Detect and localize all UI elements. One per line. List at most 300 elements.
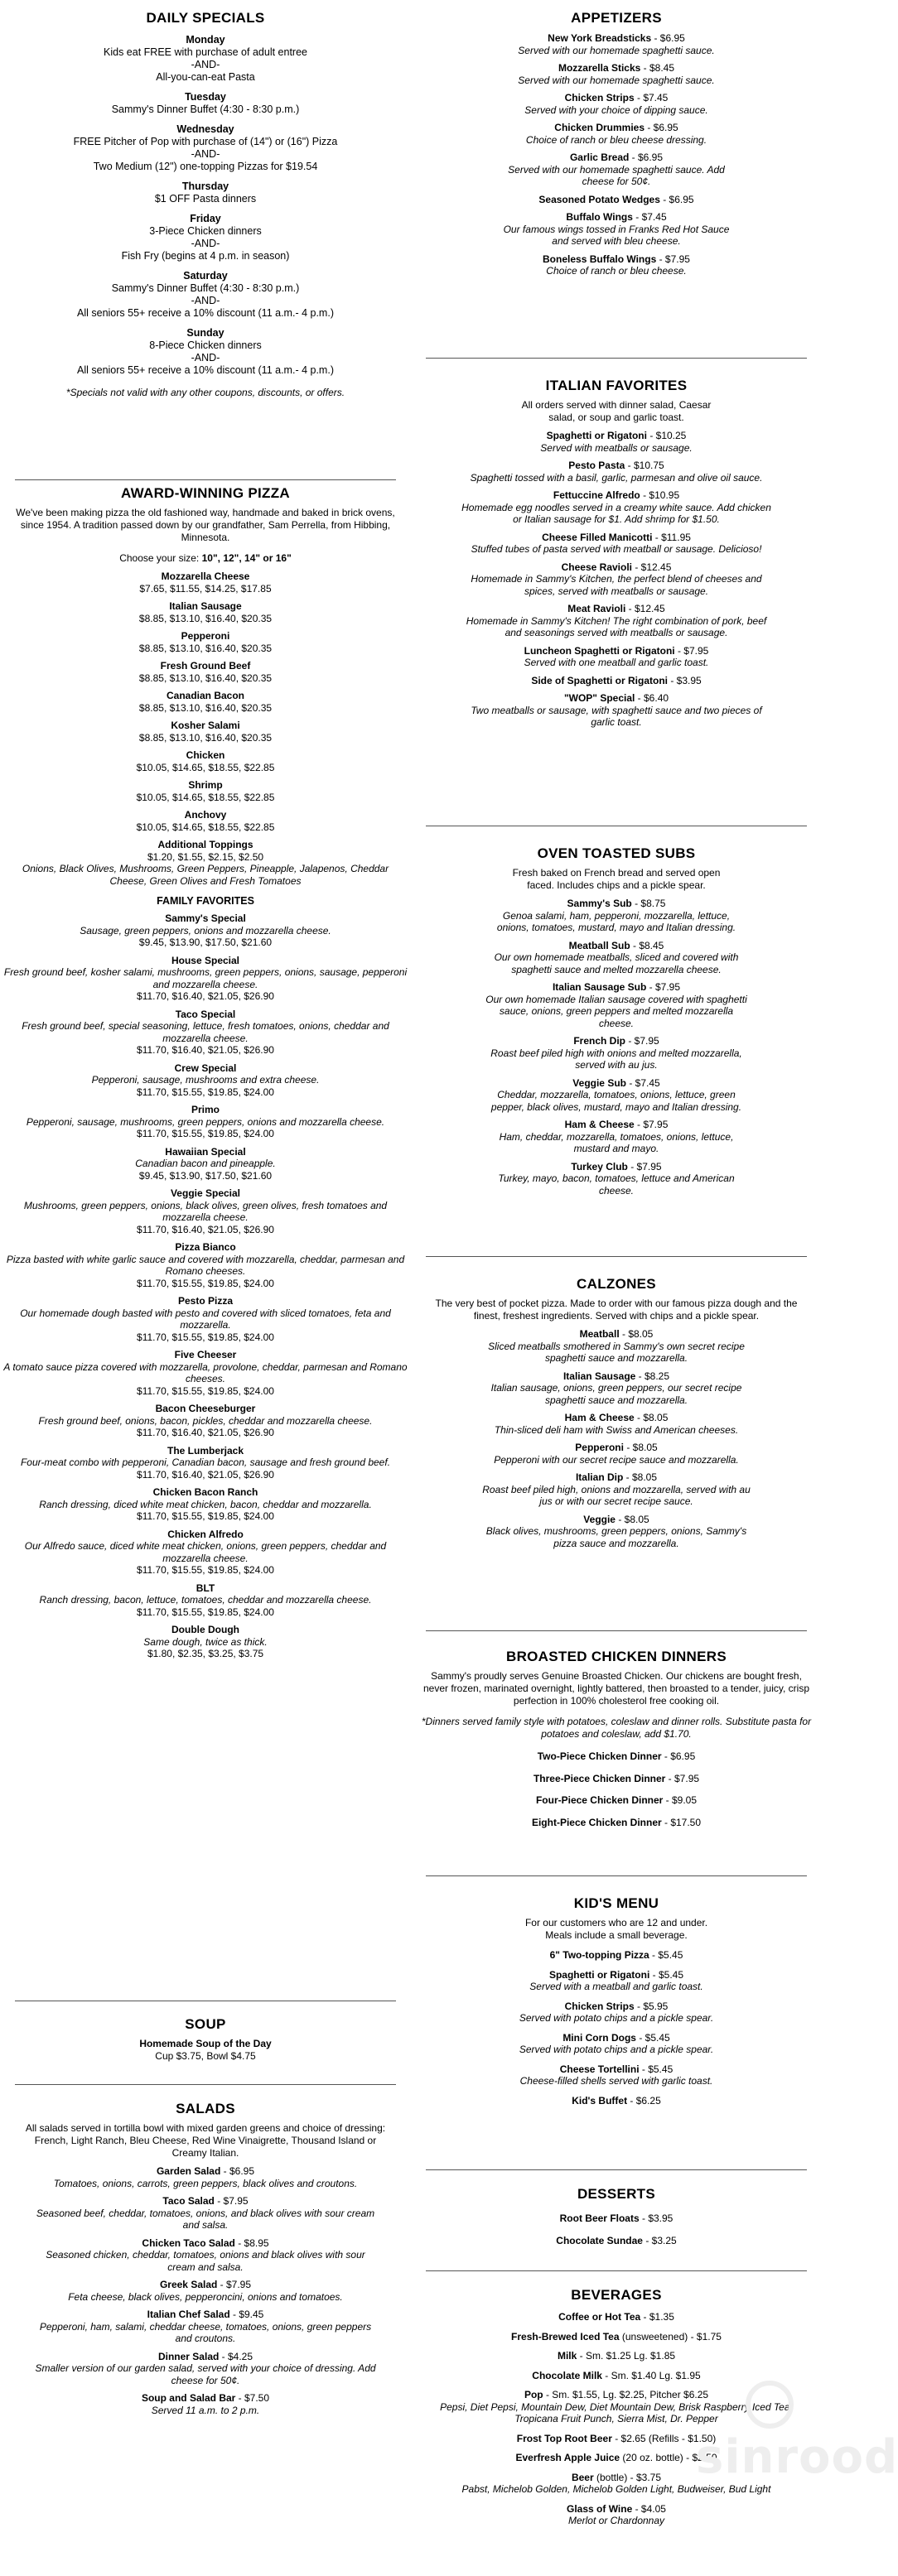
- item-heading: [0, 2351, 411, 2363]
- item-price: - $12.45: [625, 603, 665, 614]
- appetizer-item: [411, 32, 822, 56]
- item-name: Canadian Bacon: [166, 690, 245, 701]
- item-price: - $5.45: [635, 2031, 670, 2044]
- divider: [426, 2169, 807, 2170]
- item-prices: $8.85, $13.10, $16.40, $20.35: [138, 731, 273, 744]
- item-price: - $4.25: [219, 2350, 253, 2362]
- item-name: Mozzarella Cheese: [161, 571, 250, 582]
- appetizer-item: [411, 253, 822, 277]
- broasted-item: [411, 1750, 822, 1763]
- item-name: Kid's Buffet: [572, 2094, 628, 2107]
- italian-item: [411, 460, 822, 484]
- item-name: Chocolate Sundae: [556, 2234, 643, 2246]
- calzone-item: [411, 1514, 822, 1550]
- kids-item: [411, 1949, 822, 1962]
- calzones-list: [411, 1328, 822, 1549]
- item-name: Pizza Bianco: [175, 1241, 236, 1253]
- pizza-item: [0, 690, 411, 714]
- item-price: - $6.95: [659, 193, 694, 205]
- pizza-item: [0, 660, 411, 684]
- item-heading: [411, 898, 822, 910]
- item-name: Fresh Ground Beef: [160, 660, 251, 672]
- item-desc: Served with our homemade spaghetti sauce.: [518, 74, 715, 86]
- item-desc: Two meatballs or sausage, with spaghetti sauce and two pieces of garlic toast.: [471, 704, 762, 728]
- item-name: Cheese Tortellini: [559, 2063, 640, 2075]
- italian-item: [411, 430, 822, 454]
- item-price: - $6.40: [635, 692, 669, 704]
- broasted-item: [411, 1794, 822, 1807]
- item-name: "WOP" Special: [563, 692, 635, 704]
- item-name: Four-Piece Chicken Dinner: [535, 1794, 664, 1806]
- watermark: sinrood: [696, 2430, 898, 2484]
- favorite-pizza-item: [0, 1187, 411, 1235]
- item-name: Ham & Cheese: [564, 1119, 635, 1130]
- item-price: - Sm. $1.55, Lg. $2.25, Pitcher $6.25: [543, 2389, 709, 2400]
- italian-item: [411, 603, 822, 639]
- soup-name: Homemade Soup of the Day: [139, 2038, 272, 2049]
- beverage-item: [411, 2350, 822, 2362]
- item-price: - $1.35: [640, 2311, 674, 2323]
- item-name: Veggie Special: [170, 1187, 241, 1199]
- item-heading: [411, 2235, 822, 2247]
- item-heading: [411, 32, 822, 45]
- item-name: Spaghetti or Rigatoni: [546, 430, 647, 441]
- item-desc: Turkey, mayo, bacon, tomatoes, lettuce and American cheese.: [498, 1172, 735, 1197]
- item-desc: Ranch dressing, bacon, lettuce, tomatoes, cheddar and mozzarella cheese.: [39, 1594, 372, 1606]
- item-name: Pop: [524, 2389, 543, 2400]
- item-price: - $10.95: [640, 489, 680, 501]
- broasted-list: [411, 1750, 822, 1828]
- italian-item: [411, 561, 822, 598]
- sub-item: [411, 1077, 822, 1114]
- calzone-item: [411, 1471, 822, 1508]
- item-price: - $3.25: [642, 2234, 677, 2246]
- broasted-item: [411, 1817, 822, 1829]
- item-name: Italian Dip: [575, 1471, 624, 1483]
- item-desc: Ranch dressing, diced white meat chicken, bacon, cheddar and mozzarella.: [39, 1498, 372, 1510]
- beverage-item: [411, 2503, 822, 2527]
- item-name: Three-Piece Chicken Dinner: [533, 1772, 666, 1784]
- pizza-item: [0, 749, 411, 773]
- subs-intro: Fresh baked on French bread and served open faced. Includes chips and a pickle spear.: [512, 867, 721, 891]
- italian-item: [411, 692, 822, 729]
- item-name: Hawaiian Special: [165, 1145, 246, 1158]
- divider: [426, 2270, 807, 2271]
- item-name: Turkey Club: [571, 1160, 628, 1172]
- salad-item: [0, 2392, 411, 2416]
- sub-item: [411, 1119, 822, 1155]
- item-price: - $7.95: [634, 1119, 669, 1130]
- item-name: Meatball Sub: [568, 939, 630, 951]
- item-name: Sammy's Sub: [567, 898, 632, 909]
- item-heading: [411, 2311, 822, 2323]
- size-list: 10", 12", 14" or 16": [201, 552, 292, 564]
- item-price: - $4.05: [632, 2502, 666, 2515]
- item-desc: Served with your choice of dipping sauce.: [524, 104, 708, 116]
- item-price: - $8.05: [634, 1412, 669, 1423]
- item-prices: $11.70, $16.40, $21.05, $26.90: [137, 1223, 274, 1235]
- item-desc: Served with our homemade spaghetti sauce. Add cheese for 50¢.: [508, 163, 725, 187]
- item-price: - $6.95: [220, 2165, 255, 2177]
- item-price: - $9.05: [663, 1794, 698, 1806]
- item-name: Chicken Strips: [564, 92, 635, 104]
- desserts-section: [411, 2186, 822, 2246]
- calzones-section: [411, 1276, 822, 1549]
- beverage-item: [411, 2331, 822, 2343]
- item-desc: Served with our homemade spaghetti sauce.: [518, 44, 715, 56]
- item-desc: Served with a meatball and garlic toast.: [529, 1981, 703, 1992]
- kids-title: KID'S MENU: [573, 1895, 659, 1911]
- soup-title: SOUP: [185, 2016, 226, 2032]
- item-heading: [411, 603, 822, 615]
- specials-note: *Specials not valid with any other coupons, discounts, or offers.: [65, 387, 345, 398]
- item-name: Two-Piece Chicken Dinner: [537, 1750, 662, 1762]
- item-heading: [411, 675, 822, 687]
- item-name: Chicken Alfredo: [167, 1528, 244, 1540]
- item-heading: [411, 92, 822, 104]
- pizza-item: [0, 720, 411, 744]
- special-line: 8-Piece Chicken dinners: [149, 339, 262, 351]
- item-desc: Roast beef piled high, onions and mozzarella, served with au jus or with our secret recipe sauce.: [482, 1483, 751, 1507]
- salad-item: [0, 2309, 411, 2345]
- special-day: [0, 91, 411, 116]
- favorite-pizza-item: [0, 1146, 411, 1182]
- special-line: Two Medium (12") one-topping Pizzas for $19.54: [93, 161, 318, 172]
- broasted-intro: Sammy's proudly serves Genuine Broasted Chicken. Our chickens are bought fresh, never frozen, marinated overnight, lightly battered, then broasted to a tender, juicy, crisp perfection in 100% cholesterol free cooking oil.: [422, 1670, 810, 1707]
- item-desc: Homemade in Sammy's Kitchen, the perfect blend of cheeses and spices, served with meatballs or sausage.: [471, 573, 762, 597]
- desserts-title: DESSERTS: [577, 2186, 656, 2202]
- special-day: [0, 270, 411, 320]
- item-heading: [411, 1817, 822, 1829]
- calzone-item: [411, 1328, 822, 1365]
- favorite-pizza-item: [0, 955, 411, 1003]
- special-day-name: Tuesday: [185, 91, 226, 103]
- item-desc: Roast beef piled high with onions and melted mozzarella, served with au jus.: [490, 1047, 742, 1071]
- item-heading: [411, 460, 822, 472]
- item-desc: Pizza basted with white garlic sauce and covered with mozzarella, cheddar, parmesan and Romano cheeses.: [6, 1253, 405, 1277]
- subs-list: [411, 898, 822, 1197]
- item-price: - $7.45: [632, 211, 667, 223]
- divider: [426, 1875, 807, 1876]
- favorite-pizza-item: [0, 1582, 411, 1619]
- item-heading: [411, 2001, 822, 2013]
- item-prices: $9.45, $13.90, $17.50, $21.60: [138, 1169, 273, 1182]
- special-line: All seniors 55+ receive a 10% discount (11 a.m.- 4 p.m.): [77, 307, 334, 319]
- subs-section: [411, 845, 822, 1197]
- item-prices: $11.70, $15.55, $19.85, $24.00: [137, 1564, 274, 1576]
- item-desc: Thin-sliced deli ham with Swiss and American cheeses.: [494, 1423, 739, 1436]
- italian-intro: All orders served with dinner salad, Caesar salad, or soup and garlic toast.: [521, 399, 712, 423]
- divider: [15, 2084, 396, 2085]
- item-price: - $3.95: [639, 2212, 674, 2224]
- item-heading: [411, 981, 822, 994]
- item-heading: [411, 1161, 822, 1173]
- beverage-item: [411, 2370, 822, 2382]
- item-name: Dinner Salad: [157, 2350, 220, 2362]
- special-day: [0, 213, 411, 262]
- item-name: Garlic Bread: [569, 152, 630, 163]
- item-price: - $7.95: [214, 2195, 249, 2207]
- dessert-item: [411, 2212, 822, 2225]
- calzone-item: [411, 1442, 822, 1466]
- item-desc: Pepperoni, sausage, mushrooms, green peppers, onions and mozzarella cheese.: [26, 1115, 385, 1128]
- item-name: Everfresh Apple Juice: [515, 2452, 620, 2463]
- item-price: - $8.75: [631, 898, 666, 909]
- favorite-pizza-item: [0, 1486, 411, 1523]
- kids-item: [411, 2095, 822, 2107]
- item-heading: [411, 1370, 822, 1383]
- item-name: Cheese Ravioli: [561, 561, 632, 573]
- item-price: - $8.45: [630, 939, 664, 951]
- appetizers-section: [411, 10, 822, 277]
- item-heading: [0, 2237, 411, 2250]
- item-price: - $8.05: [623, 1471, 658, 1483]
- item-price: - $7.95: [674, 644, 709, 657]
- item-price: - $8.05: [623, 1442, 658, 1453]
- appetizer-item: [411, 152, 822, 188]
- item-name: BLT: [196, 1582, 215, 1594]
- item-price: - $3.95: [667, 674, 702, 686]
- item-desc: Pepperoni, sausage, mushrooms and extra cheese.: [91, 1074, 320, 1086]
- item-heading: [411, 692, 822, 705]
- toppings-prices: $1.20, $1.55, $2.15, $2.50: [147, 850, 264, 863]
- item-desc: Canadian bacon and pineapple.: [135, 1158, 276, 1169]
- salads-section: [0, 2101, 411, 2416]
- item-prices: $8.85, $13.10, $16.40, $20.35: [138, 642, 273, 654]
- item-price: - $7.45: [634, 92, 669, 104]
- kids-section: [411, 1895, 822, 2107]
- special-line: -AND-: [191, 59, 220, 70]
- item-name: Milk: [557, 2350, 577, 2362]
- special-line: -AND-: [191, 295, 220, 306]
- item-desc: Four-meat combo with pepperoni, Canadian bacon, sausage and fresh ground beef.: [20, 1457, 391, 1468]
- special-line: -AND-: [191, 238, 220, 249]
- soup-section: [0, 2016, 411, 2062]
- item-desc: Choice of ranch or bleu cheese.: [546, 265, 687, 277]
- salad-item: [0, 2279, 411, 2303]
- item-price: - $8.05: [615, 1513, 649, 1525]
- favorite-pizza-item: [0, 1445, 411, 1481]
- item-heading: [411, 2503, 822, 2516]
- item-name: Boneless Buffalo Wings: [543, 253, 657, 265]
- item-heading: [411, 645, 822, 657]
- item-name: Chicken: [186, 749, 225, 761]
- pizza-title: AWARD-WINNING PIZZA: [120, 485, 290, 501]
- item-desc: Tomatoes, onions, carrots, green peppers, black olives and croutons.: [53, 2177, 358, 2189]
- item-price: (bottle) - $3.75: [593, 2471, 662, 2483]
- favorite-pizza-item: [0, 1104, 411, 1140]
- calzone-item: [411, 1412, 822, 1436]
- daily-specials-title: DAILY SPECIALS: [146, 10, 265, 26]
- item-name: The Lumberjack: [167, 1444, 244, 1457]
- item-heading: [411, 1794, 822, 1807]
- appetizer-item: [411, 211, 822, 248]
- divider: [15, 479, 396, 480]
- item-price: - $5.45: [649, 1968, 684, 1981]
- item-price: - $8.95: [234, 2237, 269, 2249]
- item-heading: [0, 2279, 411, 2291]
- item-price: - $9.45: [229, 2309, 264, 2320]
- item-price: - $7.95: [646, 981, 681, 993]
- special-line: Sammy's Dinner Buffet (4:30 - 8:30 p.m.): [111, 104, 300, 115]
- pizza-item: [0, 630, 411, 654]
- italian-section: [411, 378, 822, 729]
- beverages-title: BEVERAGES: [571, 2287, 662, 2303]
- item-name: Pepperoni: [575, 1442, 624, 1453]
- item-desc: Our own homemade Italian sausage covered with spaghetti sauce, onions, green peppers and melted mozzarella cheese.: [485, 993, 747, 1029]
- item-price: - $5.95: [634, 2000, 669, 2012]
- divider: [426, 358, 807, 359]
- item-heading: [411, 1514, 822, 1526]
- item-desc: Pabst, Michelob Golden, Michelob Golden Light, Budweiser, Bud Light: [461, 2483, 771, 2495]
- pizza-item: [0, 600, 411, 624]
- special-line: FREE Pitcher of Pop with purchase of (14") or (16") Pizza: [73, 136, 338, 147]
- soup-item: [0, 2038, 411, 2062]
- item-desc: Homemade in Sammy's Kitchen! The right combination of pork, beef and seasonings served with meatballs or sausage.: [466, 614, 767, 638]
- item-price: - $12.45: [632, 561, 672, 573]
- item-prices: $11.70, $15.55, $19.85, $24.00: [137, 1128, 274, 1139]
- item-prices: $11.70, $15.55, $19.85, $24.00: [137, 1606, 274, 1618]
- item-desc: Fresh ground beef, special seasoning, lettuce, fresh tomatoes, onions, cheddar and mozzarella cheese.: [22, 1020, 389, 1044]
- item-heading: [411, 1412, 822, 1424]
- item-prices: $9.45, $13.90, $17.50, $21.60: [138, 937, 273, 948]
- item-desc: Pepsi, Diet Pepsi, Mountain Dew, Diet Mountain Dew, Brisk Raspberry Iced Tea, Tropicana Fruit Punch, Sierra Mist, Dr. Pepper: [440, 2400, 793, 2424]
- item-name: Chicken Strips: [564, 2000, 635, 2012]
- item-price: - $7.95: [656, 253, 690, 265]
- item-desc: Fresh ground beef, onions, bacon, pickles, cheddar and mozzarella cheese.: [38, 1414, 373, 1427]
- item-desc: Feta cheese, black olives, pepperoncini, onions and tomatoes.: [68, 2290, 343, 2303]
- item-desc: Choice of ranch or bleu cheese dressing.: [525, 133, 707, 146]
- item-heading: [0, 2309, 411, 2321]
- item-heading: [0, 2195, 411, 2208]
- item-desc: Our famous wings tossed in Franks Red Hot Sauce and served with bleu cheese.: [503, 223, 730, 247]
- item-heading: [411, 532, 822, 544]
- desserts-list: [411, 2212, 822, 2246]
- item-name: Double Dough: [171, 1624, 239, 1635]
- special-line: Sammy's Dinner Buffet (4:30 - 8:30 p.m.): [111, 282, 300, 294]
- item-name: Veggie Sub: [572, 1076, 626, 1089]
- special-day: [0, 123, 411, 173]
- salad-item: [0, 2237, 411, 2274]
- item-desc: A tomato sauce pizza covered with mozzarella, provolone, cheddar, parmesan and Romano cheeses.: [3, 1360, 408, 1384]
- appetizers-title: APPETIZERS: [571, 10, 662, 26]
- item-heading: [0, 2392, 411, 2405]
- item-price: - $17.50: [661, 1816, 702, 1828]
- item-name: 6" Two-topping Pizza: [549, 1949, 649, 1961]
- item-name: Anchovy: [184, 809, 227, 821]
- item-price: - $6.95: [661, 1750, 696, 1762]
- item-price: - $7.95: [665, 1772, 700, 1784]
- item-price: - $6.95: [645, 122, 678, 133]
- subs-title: OVEN TOASTED SUBS: [537, 845, 696, 861]
- item-name: House Special: [171, 954, 240, 966]
- item-prices: $8.85, $13.10, $16.40, $20.35: [138, 612, 273, 624]
- item-desc: Mushrooms, green peppers, onions, black olives, green olives, fresh tomatoes and mozzarella cheese.: [23, 1199, 388, 1223]
- favorite-pizza-item: [0, 1295, 411, 1343]
- item-heading: [411, 1442, 822, 1454]
- item-desc: Spaghetti tossed with a basil, garlic, parmesan and olive oil sauce.: [470, 471, 763, 484]
- pizza-list: [0, 571, 411, 833]
- special-line: 3-Piece Chicken dinners: [149, 225, 262, 237]
- item-prices: $8.85, $13.10, $16.40, $20.35: [138, 672, 273, 684]
- item-name: Pesto Pizza: [177, 1295, 234, 1307]
- item-desc: Merlot or Chardonnay: [567, 2515, 665, 2526]
- item-name: Ham & Cheese: [564, 1412, 635, 1423]
- special-day-name: Monday: [186, 34, 225, 46]
- special-day-name: Saturday: [183, 270, 228, 282]
- item-price: - $5.45: [639, 2063, 674, 2075]
- special-day-name: Thursday: [181, 181, 229, 192]
- daily-specials-section: [0, 10, 411, 399]
- item-desc: Served with potato chips and a pickle spear.: [519, 2044, 714, 2055]
- item-heading: [411, 1750, 822, 1763]
- special-day: [0, 181, 411, 205]
- kids-item: [411, 1969, 822, 1993]
- appetizer-item: [411, 122, 822, 146]
- item-prices: $11.70, $15.55, $19.85, $24.00: [137, 1086, 274, 1098]
- item-name: Side of Spaghetti or Rigatoni: [531, 674, 668, 686]
- item-heading: [411, 2331, 822, 2343]
- item-desc: Sausage, green peppers, onions and mozzarella cheese.: [80, 924, 331, 937]
- kids-item: [411, 2063, 822, 2087]
- item-name: Meatball: [579, 1328, 620, 1340]
- item-name: Chicken Taco Salad: [142, 2237, 235, 2249]
- item-prices: $1.80, $2.35, $3.25, $3.75: [147, 1648, 264, 1659]
- pizza-section: [0, 485, 411, 1660]
- item-prices: $11.70, $16.40, $21.05, $26.90: [137, 1468, 274, 1481]
- item-prices: $8.85, $13.10, $16.40, $20.35: [138, 701, 273, 714]
- item-name: Greek Salad: [159, 2279, 218, 2290]
- item-name: Taco Salad: [162, 2195, 215, 2207]
- item-heading: [411, 2063, 822, 2076]
- item-desc: Seasoned chicken, cheddar, tomatoes, onions and black olives with sour cream and salsa.: [46, 2249, 365, 2273]
- item-name: Crew Special: [174, 1062, 237, 1074]
- item-prices: $11.70, $15.55, $19.85, $24.00: [137, 1331, 274, 1343]
- item-name: Chicken Bacon Ranch: [152, 1486, 258, 1498]
- toppings-desc: Onions, Black Olives, Mushrooms, Green Peppers, Pineapple, Jalapenos, Cheddar Cheese, Green Olives and Fresh Tomatoes: [22, 863, 389, 887]
- item-heading: [411, 940, 822, 952]
- item-name: Italian Sausage: [562, 1370, 636, 1382]
- salad-item: [0, 2351, 411, 2387]
- item-heading: [411, 2350, 822, 2362]
- broasted-section: [411, 1649, 822, 1828]
- item-desc: Ham, cheddar, mozzarella, tomatoes, onions, lettuce, mustard and mayo.: [499, 1130, 734, 1154]
- item-price: - $8.45: [640, 62, 675, 74]
- item-name: Chicken Drummies: [554, 122, 645, 133]
- salads-intro: All salads served in tortilla bowl with mixed garden greens and choice of dressing: French, Light Ranch, Bleu Cheese, Red Wine Vinaigrette, Thousand Island or Creamy Italian.: [25, 2122, 386, 2159]
- item-price: - $6.95: [651, 32, 685, 44]
- item-name: Glass of Wine: [567, 2502, 633, 2515]
- special-line: -AND-: [191, 352, 220, 364]
- item-heading: [411, 122, 822, 134]
- special-day: [0, 34, 411, 84]
- item-name: Garden Salad: [156, 2165, 221, 2177]
- divider: [426, 1256, 807, 1257]
- item-name: Root Beer Floats: [559, 2212, 640, 2224]
- salads-list: [0, 2165, 411, 2416]
- sub-item: [411, 898, 822, 934]
- calzones-intro: The very best of pocket pizza. Made to order with our famous pizza dough and the finest, freshest ingredients. Served with chips and a pickle spear.: [435, 1298, 798, 1322]
- item-price: - $7.95: [625, 1035, 659, 1047]
- italian-item: [411, 489, 822, 526]
- special-line: Kids eat FREE with purchase of adult entree: [104, 46, 307, 58]
- item-heading: [411, 1969, 822, 1981]
- item-name: French Dip: [573, 1035, 625, 1047]
- item-desc: Black olives, mushrooms, green peppers, onions, Sammy's pizza sauce and mozzarella.: [485, 1525, 747, 1549]
- item-price: - $6.95: [629, 152, 664, 163]
- pizza-item: [0, 779, 411, 803]
- favorite-pizza-item: [0, 1062, 411, 1099]
